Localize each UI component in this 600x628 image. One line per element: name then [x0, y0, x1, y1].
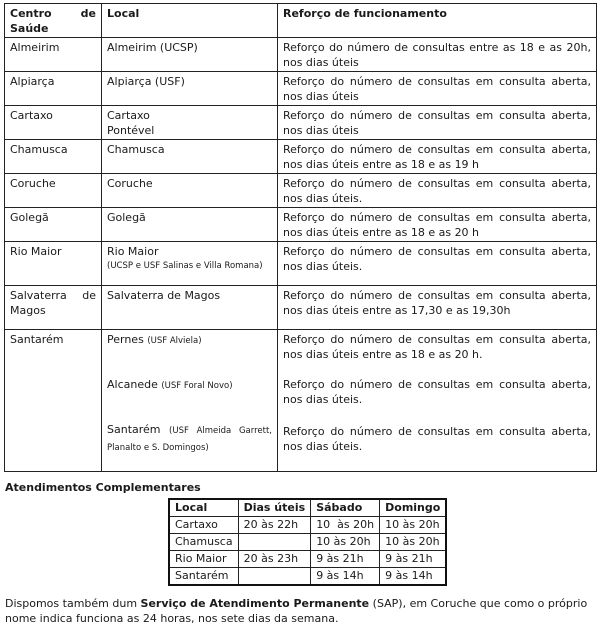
reforco-santarem: Reforço do número de consultas em consulta aberta, nos dias úteis.	[283, 425, 591, 453]
cell-centro-word3: Magos	[10, 304, 46, 317]
local-alcanede: Alcanede	[107, 378, 158, 391]
cell-local: Golegã	[102, 208, 278, 242]
table-row	[5, 242, 597, 286]
cell-local-line2: Pontével	[107, 124, 155, 137]
cell-local: Chamusca	[102, 140, 278, 174]
header-reforco: Reforço de funcionamento	[278, 4, 597, 38]
cell-centro-word2: de	[82, 289, 96, 302]
comp-header-sabado: Sábado	[311, 499, 380, 517]
cell-reforco: Reforço do número de consultas em consulta aberta, nos dias úteis.	[278, 174, 597, 208]
cell-centro: Coruche	[5, 174, 102, 208]
comp-cell	[238, 568, 311, 586]
comp-cell: 10 às 20h	[311, 517, 380, 534]
table-header-row	[5, 4, 597, 38]
cell-centro: Chamusca	[5, 140, 102, 174]
cell-local	[102, 330, 278, 472]
comp-cell: Santarém	[169, 568, 238, 586]
comp-cell: Chamusca	[169, 534, 238, 551]
local-pernes-sub: (USF Alviela)	[147, 336, 202, 346]
comp-row	[169, 517, 446, 534]
table-row	[5, 286, 597, 330]
footer-paragraph	[5, 596, 595, 626]
cell-centro: Golegã	[5, 208, 102, 242]
table-row	[5, 140, 597, 174]
reforco-table	[4, 3, 597, 472]
cell-centro: Almeirim	[5, 38, 102, 72]
local-alcanede-sub: (USF Foral Novo)	[161, 381, 233, 391]
comp-cell: Rio Maior	[169, 551, 238, 568]
header-centro-word1: Centro	[10, 7, 52, 20]
comp-cell: 9 às 21h	[380, 551, 447, 568]
header-centro-word2: de	[80, 7, 96, 20]
local-santarem: Santarém	[107, 423, 161, 436]
footer-text-bold: Serviço de Atendimento Permanente	[140, 597, 370, 610]
header-local: Local	[102, 4, 278, 38]
cell-reforco: Reforço do número de consultas em consulta aberta, nos dias úteis entre as 18 e as 19 h	[278, 140, 597, 174]
table-row	[5, 38, 597, 72]
cell-centro: Santarém	[5, 330, 102, 472]
cell-centro-word1: Salvaterra	[10, 289, 67, 302]
comp-cell: Cartaxo	[169, 517, 238, 534]
comp-header-domingo: Domingo	[380, 499, 447, 517]
cell-centro: Cartaxo	[5, 106, 102, 140]
cell-local	[102, 242, 278, 286]
cell-reforco: Reforço do número de consultas em consulta aberta, nos dias úteis	[278, 106, 597, 140]
comp-header-row	[169, 499, 446, 517]
comp-cell: 10 às 20h	[380, 534, 447, 551]
comp-header-local: Local	[169, 499, 238, 517]
cell-reforco	[278, 330, 597, 472]
header-centro-word3: Saúde	[10, 22, 49, 35]
cell-local-line1: Rio Maior	[107, 245, 159, 258]
cell-reforco: Reforço do número de consultas entre as 18 e as 20h, nos dias úteis	[278, 38, 597, 72]
cell-reforco: Reforço do número de consultas em consulta aberta, nos dias úteis entre as 17,30 e as 19,30h	[278, 286, 597, 330]
cell-local: Alpiarça (USF)	[102, 72, 278, 106]
comp-cell: 9 às 14h	[380, 568, 447, 586]
cell-reforco: Reforço do número de consultas em consulta aberta, nos dias úteis.	[278, 242, 597, 286]
cell-local	[102, 106, 278, 140]
comp-cell: 9 às 14h	[311, 568, 380, 586]
cell-reforco: Reforço do número de consultas em consulta aberta, nos dias úteis entre as 18 e as 20 h	[278, 208, 597, 242]
reforco-pernes: Reforço do número de consultas em consulta aberta, nos dias úteis entre as 18 e as 20 h.	[283, 333, 591, 361]
local-pernes: Pernes	[107, 333, 144, 346]
cell-local: Coruche	[102, 174, 278, 208]
reforco-alcanede: Reforço do número de consultas em consulta aberta, nos dias úteis.	[283, 378, 591, 406]
cell-local-line1: Cartaxo	[107, 109, 150, 122]
cell-reforco: Reforço do número de consultas em consulta aberta, nos dias úteis	[278, 72, 597, 106]
header-centro	[5, 4, 102, 38]
cell-centro: Alpiarça	[5, 72, 102, 106]
comp-cell: 9 às 21h	[311, 551, 380, 568]
footer-text-pre: Dispomos também dum	[5, 597, 141, 610]
comp-row	[169, 568, 446, 586]
comp-cell: 10 às 20h	[311, 534, 380, 551]
table-row	[5, 106, 597, 140]
complementares-title: Atendimentos Complementares	[5, 481, 201, 494]
footer-text-post: (SAP), em Coruche que como o próprio nome indica funciona as 24 horas, nos sete dias da semana.	[5, 597, 588, 625]
cell-centro: Rio Maior	[5, 242, 102, 286]
table-row	[5, 208, 597, 242]
cell-local: Salvaterra de Magos	[102, 286, 278, 330]
comp-cell	[238, 534, 311, 551]
cell-local: Almeirim (UCSP)	[102, 38, 278, 72]
comp-row	[169, 551, 446, 568]
table-row-santarem	[5, 330, 597, 472]
comp-cell: 20 às 23h	[238, 551, 311, 568]
comp-row	[169, 534, 446, 551]
comp-cell: 20 às 22h	[238, 517, 311, 534]
local-santarem-sub: (USF Almeida Garrett, Planalto e S. Domingos)	[107, 426, 272, 453]
comp-header-dias-uteis: Dias úteis	[238, 499, 311, 517]
comp-cell: 10 às 20h	[380, 517, 447, 534]
complementares-table	[168, 498, 447, 586]
cell-centro	[5, 286, 102, 330]
table-row	[5, 174, 597, 208]
table-row	[5, 72, 597, 106]
cell-local-sub: (UCSP e USF Salinas e Villa Romana)	[107, 261, 263, 271]
